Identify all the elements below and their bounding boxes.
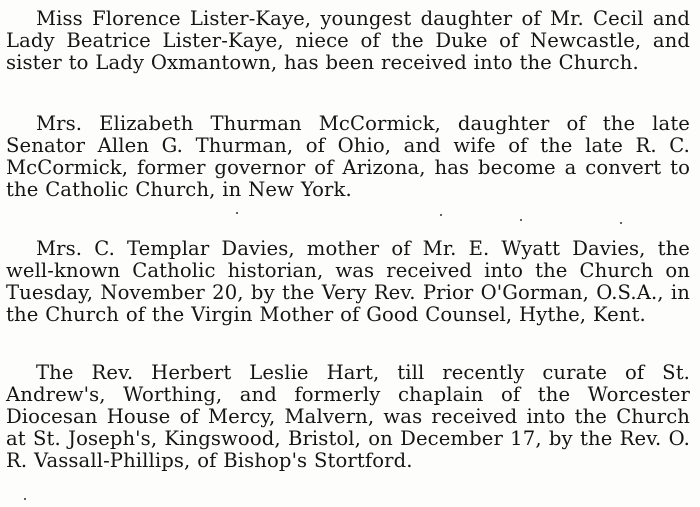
print-speck	[620, 222, 622, 224]
print-speck	[520, 219, 522, 221]
print-speck	[236, 212, 238, 214]
paragraph-mccormick: Mrs. Elizabeth Thurman McCormick, daughter of the late Senator Allen G. Thurman, of Ohio, and wife of the late R. C. McCormick, former governor of Arizona, has become a convert to the Catholic Church, in New York.	[6, 112, 690, 201]
paragraph-templar-davies: Mrs. C. Templar Davies, mother of Mr. E. Wyatt Davies, the well-known Catholic historian, was received into the Church on Tuesday, November 20, by the Very Rev. Prior O'Gorman, O.S.A., in the Church of the Virgin Mother of Good Counsel, Hythe, Kent.	[6, 237, 690, 326]
paragraph-herbert-hart: The Rev. Herbert Leslie Hart, till recently curate of St. Andrew's, Worthing, and formerly chaplain of the Worcester Diocesan House of Mercy, Malvern, was received into the Church at St. Joseph's, Kingswood, Bristol, on December 17, by the Rev. O. R. Vassall-Phillips, of Bishop's Stortford.	[6, 361, 690, 472]
paragraph-lister-kaye: Miss Florence Lister-Kaye, youngest daughter of Mr. Cecil and Lady Beatrice Lister-Kaye, niece of the Duke of Newcastle, and sister to Lady Oxmantown, has been received into the Church.	[6, 7, 690, 74]
print-speck	[24, 498, 26, 500]
print-speck	[440, 214, 442, 216]
